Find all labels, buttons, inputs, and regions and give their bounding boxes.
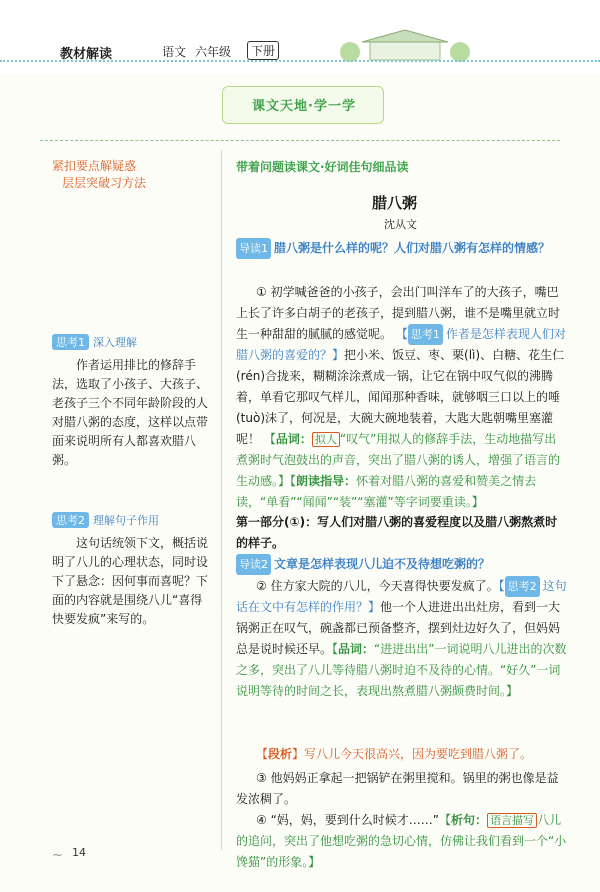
guide-question-1 bbox=[236, 238, 566, 259]
analysis-label: 段析 bbox=[268, 747, 293, 761]
paragraph-number: ② bbox=[256, 579, 267, 593]
think-text: 这句话在文中有怎样的作用？ bbox=[236, 579, 567, 614]
side-note-1-header bbox=[52, 334, 137, 350]
word-text: “叹气”用拟人的修辞手法，生动地描写出煮粥时气泡鼓出的声音，突出了腊八粥的诱人，增强了语言的生动感。 bbox=[236, 432, 561, 488]
think-note: 【 思考2 这句话在文中有怎样的作用？】 bbox=[236, 579, 567, 614]
paragraph-text: 住方家大院的八儿，今天喜得快要发疯了。 bbox=[270, 579, 499, 593]
paragraph-2 bbox=[236, 576, 568, 702]
analysis-text: 八儿的追问，突出了他想吃粥的急切心情，仿佛让我们看到一个“小馋猫”的形象。 bbox=[236, 813, 567, 869]
right-column-heading: 带着问题读课文·好词佳句细品读 bbox=[236, 160, 409, 174]
word-label: 品词： bbox=[338, 642, 375, 656]
side-note-2-text: 这句话统领下文，概括说明了八儿的心理状态，同时设下了悬念：因何事而喜呢？下面的内容就是围绕八儿“喜得快要发疯”来写的。 bbox=[52, 536, 209, 626]
house-illustration bbox=[330, 28, 480, 64]
analysis-note: 【析句： 语言描写 八儿的追问，突出了他想吃粥的急切心情，仿佛让我们看到一个“小馋猫”的形象。】 bbox=[236, 813, 567, 869]
side-title: 深入理解 bbox=[93, 336, 137, 349]
paragraph-text-cont: 把小米、饭豆、枣、栗(lì)、白糖、花生仁(rén)合拢来，糊糊涂涂煮成一锅，让它在锅中叹气似的沸腾着，单看它那叹气样儿，闻闻那种香味，就够咽三口以上的唾(tuò)沫了，何况是，大碗大碗地装着，大匙大匙朝嘴里塞灌呢！ bbox=[236, 348, 565, 446]
lesson-author: 沈从文 bbox=[384, 218, 417, 231]
volume-badge: 下册 bbox=[247, 41, 279, 60]
header-divider bbox=[0, 60, 600, 76]
paragraph-1 bbox=[236, 282, 568, 513]
think-tag: 思考2 bbox=[505, 576, 540, 597]
word-label: 品词： bbox=[275, 432, 312, 446]
think-text: 作者是怎样表现人们对腊八粥的喜爱的？ bbox=[236, 327, 566, 362]
lesson-title: 腊八粥 bbox=[372, 194, 418, 212]
book-title: 教材解读 bbox=[60, 47, 113, 62]
think-note: 【 思考1 作者是怎样表现人们对腊八粥的喜爱的？】 bbox=[236, 327, 566, 362]
think-tag: 思考1 bbox=[408, 324, 443, 345]
paragraph-text: 他妈妈正拿起一把锅铲在粥里搅和。锅里的粥也像是益发浓稠了。 bbox=[236, 771, 559, 806]
side-title: 理解句子作用 bbox=[93, 514, 159, 527]
analysis-text: 写八儿今天很高兴，因为要吃到腊八粥了。 bbox=[304, 747, 533, 761]
column-divider bbox=[221, 150, 222, 850]
analysis-label: 析句： bbox=[451, 813, 488, 827]
word-box: 拟人 bbox=[312, 432, 340, 447]
side-note-1-text: 作者运用排比的修辞手法，选取了小孩子、大孩子、老孩子三个不同年龄阶段的人对腊八粥的态度，这样以点带面来说明所有人都喜欢腊八粥。 bbox=[52, 358, 209, 467]
word-note: 【品词： 拟人 “叹气”用拟人的修辞手法，生动地描写出煮粥时气泡鼓出的声音，突出了腊八粥的诱人，增强了语言的生动感。】 bbox=[236, 432, 561, 488]
paragraph-text-cont: 他一个人进进出出灶房，看到一大锅粥正在叹气，碗盏都已预备整齐，摆到灶边好久了，但妈妈总是说时候还早。 bbox=[236, 600, 561, 656]
guide-text: 文章是怎样表现八儿迫不及待想吃粥的？ bbox=[274, 557, 491, 571]
subject-label: 语文 bbox=[162, 45, 187, 59]
grade-label: 六年级 bbox=[195, 45, 232, 59]
paragraph-4 bbox=[236, 810, 568, 873]
paragraph-text: “妈，妈，要到什么时候才……” bbox=[270, 813, 440, 827]
analysis-note: 【段析】写八儿今天很高兴，因为要吃到腊八粥了。 bbox=[256, 747, 533, 761]
page-header bbox=[0, 0, 600, 74]
read-label: 朗读指导： bbox=[296, 474, 357, 488]
guide-tag: 导读2 bbox=[236, 554, 271, 575]
banner-divider bbox=[40, 140, 560, 141]
word-note: 【品词：“进进出出”一词说明八儿进出的次数之多，突出了八儿等待腊八粥时迫不及待的心情。“好久”一词说明等待的时间之长，表现出熬煮腊八粥颇费时间。】 bbox=[236, 642, 567, 698]
paragraph-text: 初学喊爸爸的小孩子，会出门叫洋车了的大孩子，嘴巴上长了许多白胡子的老孩子，提到腊八粥，谁不是嘴里就立时生一种甜甜的腻腻的感觉呢。 bbox=[236, 285, 561, 341]
paragraph-3 bbox=[236, 768, 568, 810]
side-tag-pill: 思考1 bbox=[52, 334, 89, 350]
part-summary: 第一部分(①)：写人们对腊八粥的喜爱程度以及腊八粥熬煮时的样子。 bbox=[236, 515, 558, 550]
analysis-box: 语言描写 bbox=[487, 813, 537, 828]
paragraph-analysis bbox=[236, 744, 568, 765]
paragraph-number: ① bbox=[256, 285, 267, 299]
side-tag-pill: 思考2 bbox=[52, 512, 89, 528]
guide-text: 腊八粥是什么样的呢？人们对腊八粥有怎样的情感？ bbox=[274, 241, 551, 255]
paragraph-number: ③ bbox=[256, 771, 267, 785]
left-column-heading bbox=[52, 158, 146, 192]
swirl-icon: ~ bbox=[52, 848, 63, 863]
read-note: 【朗读指导：怀着对腊八粥的喜爱和赞美之情去读，“单看”“闻闻”“装”“塞灌”等字词要重读。】 bbox=[236, 474, 537, 509]
banner-title: 课文天地·学一学 bbox=[252, 99, 356, 114]
read-text: 怀着对腊八粥的喜爱和赞美之情去读，“单看”“闻闻”“装”“塞灌”等字词要重读。 bbox=[236, 474, 537, 509]
page-number: 14 bbox=[72, 846, 86, 859]
guide-question-2 bbox=[236, 554, 566, 575]
paragraph-number: ④ bbox=[256, 813, 267, 827]
left-heading-line-1: 紧扣要点解疑惑 bbox=[52, 159, 137, 173]
left-heading-line-2: 层层突破习方法 bbox=[62, 176, 147, 190]
guide-tag: 导读1 bbox=[236, 238, 271, 259]
side-note-2-header bbox=[52, 512, 159, 528]
word-text: “进进出出”一词说明八儿进出的次数之多，突出了八儿等待腊八粥时迫不及待的心情。“好久”一词说明等待的时间之长，表现出熬煮腊八粥颇费时间。 bbox=[236, 642, 567, 698]
